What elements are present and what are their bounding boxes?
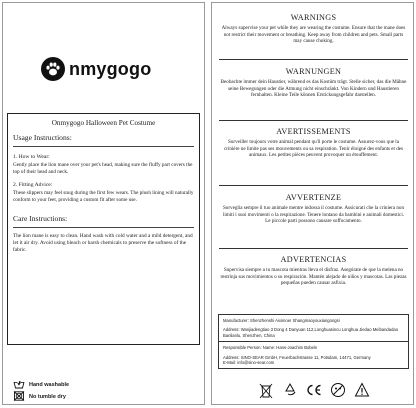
address-box bbox=[218, 314, 409, 369]
warnings-es-heading: ADVERTENCIAS bbox=[280, 255, 347, 264]
care-heading: Care Instructions: bbox=[13, 213, 68, 223]
responsible-address: Address: SINO-SEAR GmbH, Feuerbachstrasse 11, Potsdam, 14471, Germany bbox=[223, 354, 371, 360]
usage-divider bbox=[13, 146, 194, 147]
brand-logo bbox=[41, 57, 181, 81]
manufacturer-name: Manufacturer: Shenzhenshi Aiximoer Shangmaoyouxiangongsi bbox=[223, 318, 340, 323]
compliance-icons bbox=[212, 381, 414, 399]
warnings-it-heading: AVVERTENZE bbox=[285, 193, 342, 202]
warnings-de-heading: WARNUNGEN bbox=[285, 67, 342, 76]
divider bbox=[219, 248, 408, 249]
step2-text: These slippers may feel snug during the first few wears. The plush lining will naturally conform to your feet, providing a custom fit after some use. bbox=[13, 190, 194, 204]
instructions-box bbox=[7, 113, 200, 345]
hand-washable-label: Hand washable bbox=[29, 382, 70, 388]
manufacturer-block bbox=[219, 315, 408, 341]
responsible-email: E-Mail: info@sino-sear.com bbox=[223, 360, 275, 366]
warnings-it bbox=[212, 193, 414, 225]
manufacturer-address: Address: Wanjiadengtiao 3 Dong 4 Danyuan 112,Longhuasincu Longhua Jiedao Meibandadao Banlianlu, Shenzhen, China bbox=[223, 327, 399, 338]
warnings-en-text: Always supervise your pet while they are wearing the costume. Ensure that the mane does not restrict their movement or breathing. Keep away from children and pets. Small parts may cause choking. bbox=[221, 25, 406, 45]
recycle-bin-crossed-icon bbox=[257, 381, 275, 399]
care-text: The lion mane is easy to clean. Hand wash with cold water and a mild detergent, and let it air dry. Avoid using bleach or harsh chemicals to preserve the softness of the fabric. bbox=[13, 232, 193, 253]
hand-wash-row bbox=[13, 380, 153, 390]
step1-title: 1. How to Wear: bbox=[13, 154, 50, 160]
age-warning-icon bbox=[329, 381, 347, 399]
no-tumble-dry-icon bbox=[13, 388, 25, 405]
left-label-card bbox=[2, 2, 205, 405]
warnings-fr-heading: AVERTISSEMENTS bbox=[276, 127, 351, 136]
product-title: Onmygogo Halloween Pet Costume bbox=[51, 119, 156, 127]
ce-mark-icon bbox=[305, 381, 323, 399]
divider bbox=[219, 120, 408, 121]
step1-text: Gently place the lion mane over your pet's head, making sure the fluffy part covers the top of their head and neck. bbox=[13, 162, 193, 175]
care-symbols bbox=[13, 380, 153, 404]
warnings-en-heading: WARNINGS bbox=[290, 13, 337, 22]
warnings-fr bbox=[212, 127, 414, 159]
warnings-es-text: Supervisa siempre a tu mascota mientras lleva el disfraz. Asegúrate de que la melena no restrinja sus movimientos o su respiración. Mantén alejado de niños y mascotas. Las piezas pequeñas pueden causar asfixia. bbox=[220, 267, 407, 287]
warnings-fr-text: Surveiller toujours votre animal pendant qu'il porte le costume. Assurez-vous que la crinière ne limite pas ses mouvements ou sa respiration. Tenir éloigné des enfants et des animaux. Les petites pièces peuvent provoquer un étouffement. bbox=[223, 139, 404, 159]
warnings-es bbox=[212, 255, 414, 287]
warnings-de-text: Beobachte immer dein Haustier, während es das Kostüm trägt. Stelle sicher, das die Mähne seine Bewegungen oder die Atmung nicht einschränkt. Von Kindern und Haustieren fernhalten. Kleine Teile können Erstickungsgefahr darstellen. bbox=[220, 79, 407, 99]
recycle-icon bbox=[281, 381, 299, 399]
care-divider bbox=[13, 227, 194, 228]
no-tumble-row bbox=[13, 392, 153, 402]
divider bbox=[219, 59, 408, 60]
warnings-it-text: Sorveglia sempre il tuo animale mentre indossa il costume. Assicurati che la criniera non limiti i suoi movimenti o la respirazione. Tenere lontano da bambini e animali domestici. Le piccole parti possono causare soffocamento. bbox=[222, 205, 405, 225]
suffocation-warning-icon bbox=[353, 381, 371, 399]
paw-icon bbox=[41, 57, 65, 81]
responsible-name: Responsible Person: Name: Hans-Joachim Bobeln bbox=[223, 345, 318, 351]
divider bbox=[219, 185, 408, 186]
no-tumble-dry-label: No tumble dry bbox=[29, 394, 66, 400]
usage-heading: Usage Instructions: bbox=[13, 133, 72, 142]
brand-name: nmygogo bbox=[69, 58, 152, 79]
warnings-en bbox=[212, 13, 414, 45]
right-label-card bbox=[211, 2, 414, 405]
step2-title: 2. Fitting Advice: bbox=[13, 182, 53, 189]
responsible-block bbox=[219, 341, 408, 368]
warnings-de bbox=[212, 67, 414, 99]
